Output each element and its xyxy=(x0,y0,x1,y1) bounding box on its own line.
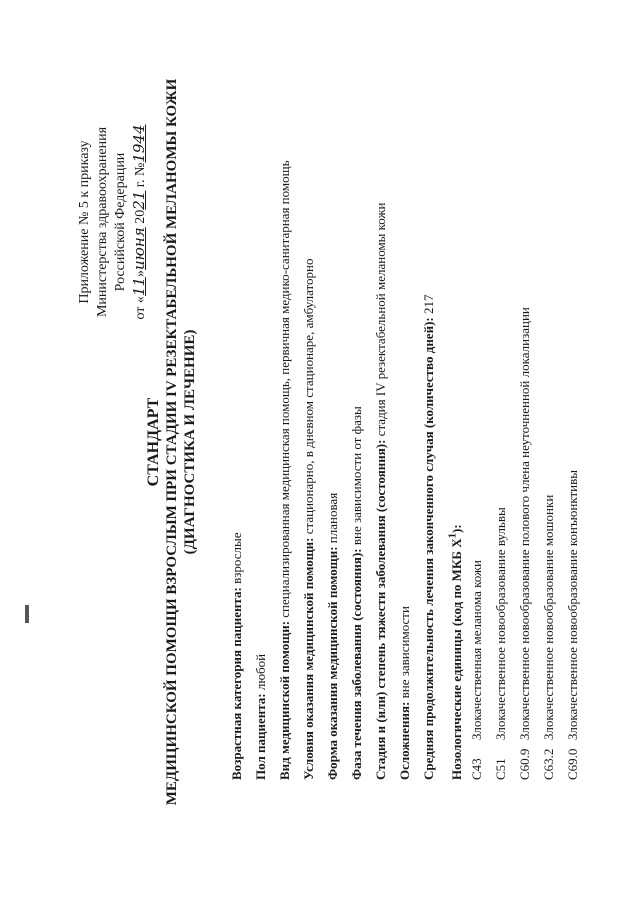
field-care-conditions: Условия оказания медицинской помощи: стационарно, в дневном стационаре, амбулаторно xyxy=(301,258,316,780)
document-body xyxy=(225,80,585,780)
icd-name: Злокачественная меланома кожи xyxy=(469,560,484,740)
field-disease-phase: Фаза течения заболевания (состояния): вне зависимости от фазы xyxy=(349,406,364,780)
list-item xyxy=(465,80,489,780)
annex-line-2: Министерства здравоохранения xyxy=(95,126,110,318)
field-duration: Средняя продолжительность лечения законченного случая (количество дней): 217 xyxy=(421,294,436,780)
number-prefix: г. № xyxy=(133,162,148,191)
date-month: июня xyxy=(130,227,148,270)
date-day: 11 xyxy=(130,276,148,297)
list-item xyxy=(513,80,537,780)
icd-code: C63.2 xyxy=(541,748,556,780)
field-complications: Осложнения: вне зависимости xyxy=(397,606,412,780)
field-age: Возрастная категория пациента: взрослые xyxy=(229,532,244,780)
list-item xyxy=(537,80,561,780)
icd-name: Злокачественное новообразование вульвы xyxy=(493,507,508,740)
date-year-suffix: 21 xyxy=(130,190,148,210)
annex-line-3: Российской Федерации xyxy=(113,152,128,292)
document-title xyxy=(145,62,199,822)
field-care-form: Форма оказания медицинской помощи: плановая xyxy=(325,492,340,780)
order-number: 1944 xyxy=(130,124,148,163)
icd-code: C51 xyxy=(493,758,508,780)
field-care-type: Вид медицинской помощи: специализированная медицинская помощь, первичная медико-санитарная помощь xyxy=(277,160,292,780)
rotated-sheet xyxy=(0,62,640,842)
icd-code: C43 xyxy=(469,758,484,780)
date-year-prefix: 20 xyxy=(133,209,148,228)
date-prefix: от « xyxy=(133,296,148,320)
icd-name: Злокачественное новообразование мошонки xyxy=(541,494,556,740)
icd-code: C69.0 xyxy=(565,748,580,780)
nosology-heading: Нозологические единицы (код по МКБ $X^1$): xyxy=(447,524,465,780)
annex-line-1: Приложение № 5 к приказу xyxy=(77,140,92,304)
date-mid: » xyxy=(133,269,148,277)
title-line-2: (ДИАГНОСТИКА И ЛЕЧЕНИЕ) xyxy=(182,329,198,555)
field-disease-stage: Стадия и (или) степень тяжести заболевания (состояния): стадия IV резектабельной меланомы кожи xyxy=(373,202,388,780)
field-sex: Пол пациента: любой xyxy=(253,653,268,780)
annex-header xyxy=(76,72,150,372)
list-item xyxy=(561,80,585,780)
icd-code: C60.9 xyxy=(517,748,532,780)
icd-name: Злокачественное новообразование конъюнктивы xyxy=(565,470,580,740)
title-line-1: МЕДИЦИНСКОЙ ПОМОЩИ ВЗРОСЛЫМ ПРИ СТАДИИ IV РЕЗЕКТАБЕЛЬНОЙ МЕЛАНОМЫ КОЖИ xyxy=(164,78,180,806)
title-standard: СТАНДАРТ xyxy=(145,397,162,487)
nosology-list xyxy=(465,80,585,780)
list-item xyxy=(489,80,513,780)
icd-name: Злокачественное новообразование полового члена неуточненной локализации xyxy=(517,307,532,740)
